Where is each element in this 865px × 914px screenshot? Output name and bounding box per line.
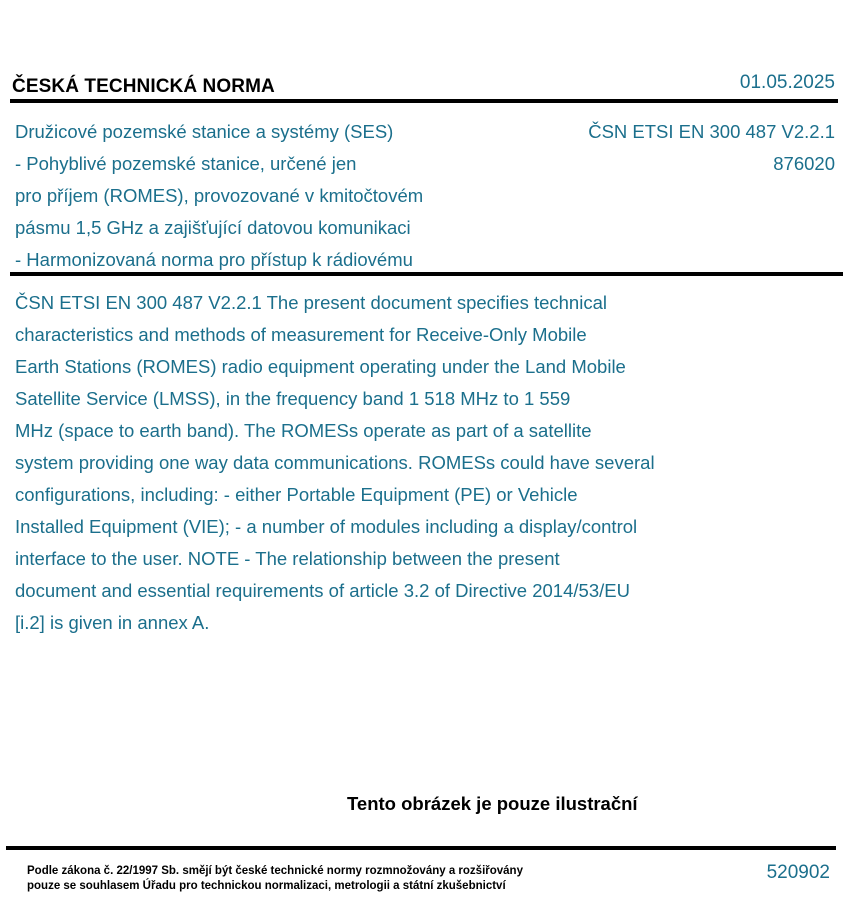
abstract-line: configurations, including: - either Portable Equipment (PE) or Vehicle [15,484,578,505]
footer-divider [6,846,836,850]
illustration-notice: Tento obrázek je pouze ilustrační [347,793,638,814]
abstract-line: Satellite Service (LMSS), in the frequency band 1 518 MHz to 1 559 [15,388,571,409]
header-divider [10,99,838,103]
abstract-line: ČSN ETSI EN 300 487 V2.2.1 The present document specifies technical [15,292,607,313]
standard-title [15,116,515,276]
abstract-line: [i.2] is given in annex A. [15,612,210,633]
standard-title-line: Družicové pozemské stanice a systémy (SES) [15,121,394,142]
abstract-line: interface to the user. NOTE - The relationship between the present [15,548,560,569]
abstract-line: MHz (space to earth band). The ROMESs operate as part of a satellite [15,420,592,441]
abstract-line: system providing one way data communications. ROMESs could have several [15,452,655,473]
catalog-number: 876020 [773,153,835,174]
legal-notice [27,864,523,894]
standard-identifiers [588,116,835,180]
standard-code: ČSN ETSI EN 300 487 V2.2.1 [588,121,835,142]
document-type-title: ČESKÁ TECHNICKÁ NORMA [12,76,275,97]
standard-title-line: - Pohyblivé pozemské stanice, určené jen [15,153,357,174]
footer-code: 520902 [766,862,830,883]
legal-notice-line: Podle zákona č. 22/1997 Sb. smějí být české technické normy rozmnožovány a rozšiřovány [27,865,523,877]
legal-notice-line: pouze se souhlasem Úřadu pro technickou normalizaci, metrologii a státní zkušebnictví [27,880,506,892]
abstract-line: Installed Equipment (VIE); - a number of modules including a display/control [15,516,638,537]
standard-title-line: pro příjem (ROMES), provozované v kmitočtovém [15,185,424,206]
abstract-text [15,287,805,639]
abstract-line: document and essential requirements of article 3.2 of Directive 2014/53/EU [15,580,630,601]
abstract-line: Earth Stations (ROMES) radio equipment operating under the Land Mobile [15,356,626,377]
title-divider [10,272,843,276]
standard-title-line: pásmu 1,5 GHz a zajišťující datovou komunikaci [15,217,411,238]
standard-title-line: - Harmonizovaná norma pro přístup k rádiovému [15,249,413,270]
publication-date: 01.05.2025 [739,72,835,93]
abstract-line: characteristics and methods of measurement for Receive-Only Mobile [15,324,587,345]
